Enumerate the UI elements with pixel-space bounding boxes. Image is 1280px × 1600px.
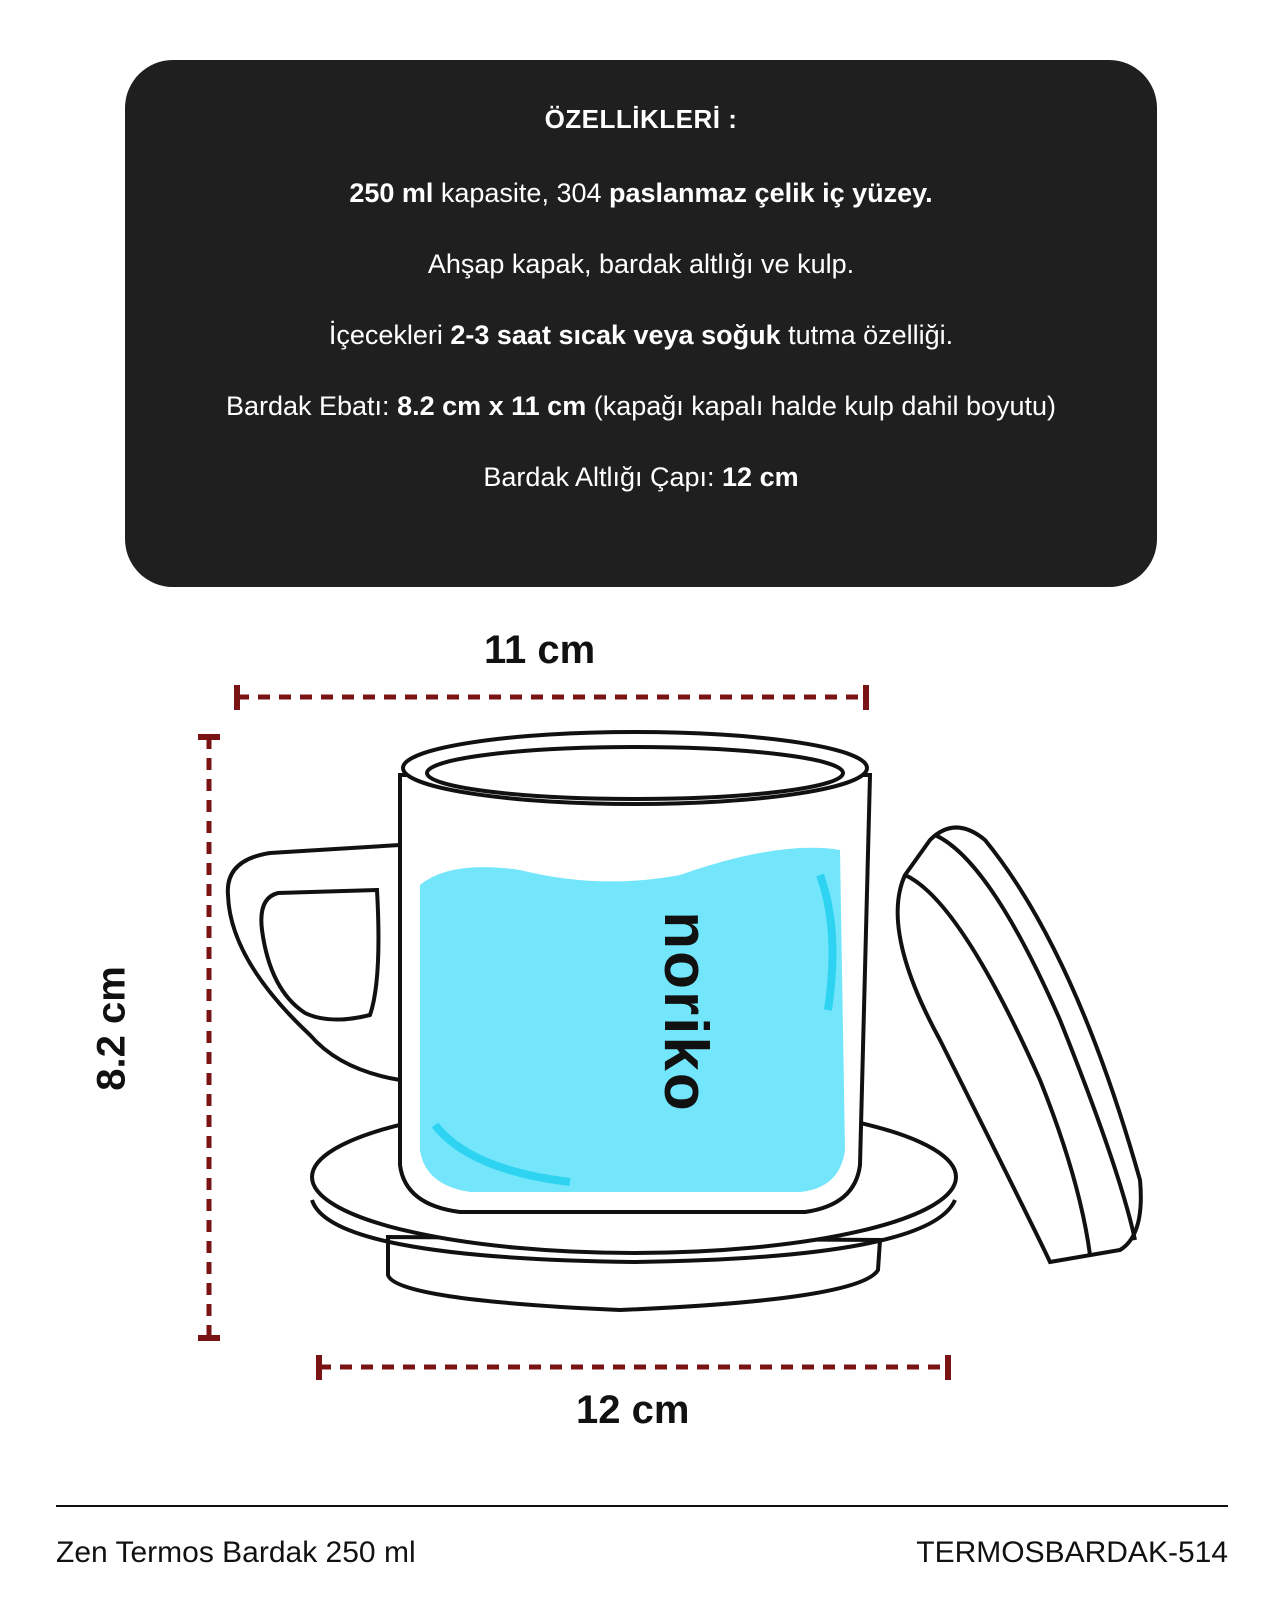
steel-text: paslanmaz çelik iç yüzey. [609,178,933,208]
saucer-dimension-line [319,1355,948,1380]
brand-logo: noriko [651,911,720,1113]
width-dimension-line [237,685,866,710]
water [420,848,845,1192]
product-sku: TERMOSBARDAK-514 [916,1536,1228,1569]
capacity-value: 250 ml [349,178,434,208]
insulation-prefix: İçecekleri [328,320,451,350]
saucer-width-label: 12 cm [576,1388,690,1432]
height-label: 8.2 cm [89,966,134,1091]
cup-handle [228,845,400,1080]
insulation-value: 2-3 saat sıcak veya soğuk [450,320,781,350]
saucer-prefix: Bardak Altlığı Çapı: [483,462,723,492]
features-title: ÖZELLİKLERİ : [544,104,738,134]
saucer-value: 12 cm [722,462,799,492]
capacity-text: kapasite, 304 [433,178,609,208]
size-note: (kapağı kapalı halde kulp dahil boyutu) [586,391,1057,421]
width-label: 11 cm [484,628,596,672]
size-value: 8.2 cm x 11 cm [397,391,587,421]
product-name: Zen Termos Bardak 250 ml [56,1536,416,1569]
size-prefix: Bardak Ebatı: [225,391,398,421]
footer-divider [56,1505,1228,1507]
cup-body [400,732,870,1212]
height-dimension-line [198,737,220,1338]
insulation-suffix: tutma özelliği. [780,320,954,350]
feature-accessories: Ahşap kapak, bardak altlığı ve kulp. [427,249,855,279]
